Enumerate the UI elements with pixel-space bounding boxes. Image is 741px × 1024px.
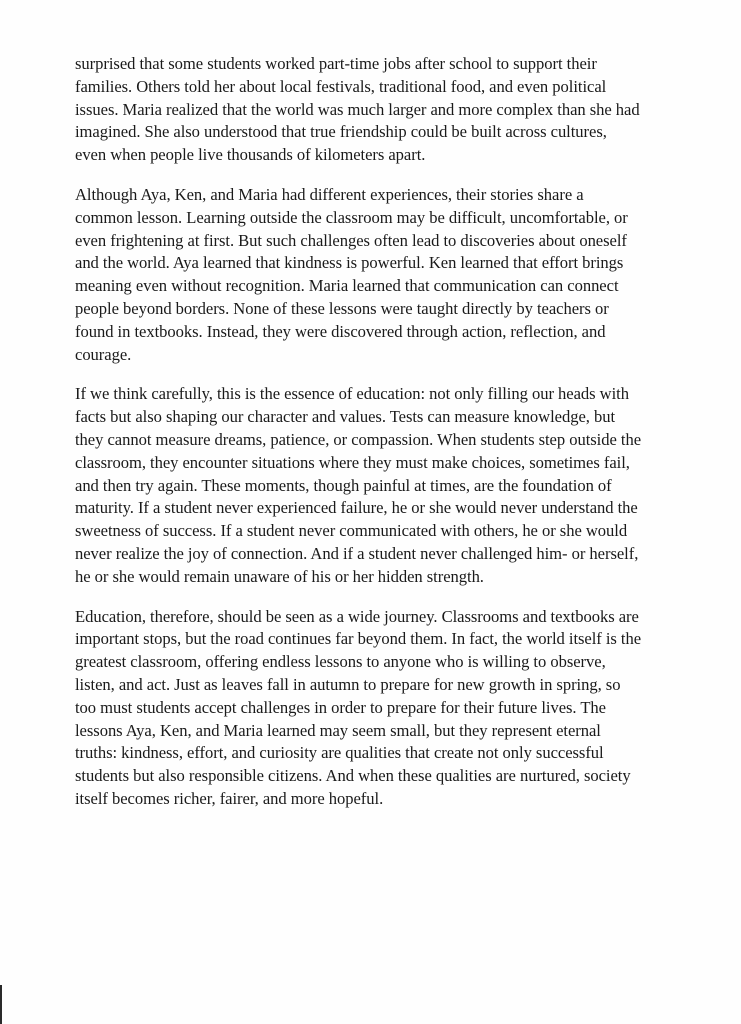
document-body	[75, 53, 705, 828]
text-line: classroom, they encounter situations where they must make choices, sometimes fail,	[75, 452, 630, 472]
text-line: even when people live thousands of kilometers apart.	[75, 145, 426, 165]
paragraph-3	[75, 383, 705, 588]
text-line: they cannot measure dreams, patience, or compassion. When students step outside the	[75, 429, 642, 449]
text-line: imagined. She also understood that true friendship could be built across cultures,	[75, 122, 607, 142]
text-line: never realize the joy of connection. And if a student never challenged him- or herself,	[75, 543, 639, 563]
text-line: sweetness of success. If a student never communicated with others, he or she would	[75, 521, 628, 541]
text-line: important stops, but the road continues far beyond them. In fact, the world itself is the	[75, 629, 642, 649]
text-line: courage.	[75, 344, 132, 364]
text-line: greatest classroom, offering endless lessons to anyone who is willing to observe,	[75, 652, 606, 672]
paragraph-4	[75, 606, 705, 811]
text-line: he or she would remain unaware of his or her hidden strength.	[75, 566, 484, 586]
text-line: Although Aya, Ken, and Maria had different experiences, their stories share a	[75, 184, 584, 204]
text-line: even frightening at first. But such challenges often lead to discoveries about oneself	[75, 230, 627, 250]
paragraph-1	[75, 53, 705, 167]
text-line: maturity. If a student never experienced failure, he or she would never understand the	[75, 498, 638, 518]
text-line: surprised that some students worked part-time jobs after school to support their	[75, 54, 597, 73]
text-line: and the world. Aya learned that kindness is powerful. Ken learned that effort brings	[75, 253, 624, 273]
text-line: itself becomes richer, fairer, and more hopeful.	[75, 788, 384, 808]
text-line: people beyond borders. None of these lessons were taught directly by teachers or	[75, 298, 609, 318]
text-line: If we think carefully, this is the essence of education: not only filling our heads with	[75, 384, 629, 404]
text-line: truths: kindness, effort, and curiosity are qualities that create not only successful	[75, 743, 604, 763]
text-line: found in textbooks. Instead, they were discovered through action, reflection, and	[75, 321, 606, 341]
text-line: meaning even without recognition. Maria learned that communication can connect	[75, 276, 619, 296]
text-line: facts but also shaping our character and values. Tests can measure knowledge, but	[75, 407, 616, 427]
text-line: students but also responsible citizens. And when these qualities are nurtured, society	[75, 766, 631, 786]
scan-edge-mark	[0, 985, 2, 1024]
text-line: lessons Aya, Ken, and Maria learned may seem small, but they represent eternal	[75, 720, 601, 740]
text-line: and then try again. These moments, though painful at times, are the foundation of	[75, 475, 612, 495]
text-line: listen, and act. Just as leaves fall in autumn to prepare for new growth in spring, so	[75, 674, 621, 694]
text-line: common lesson. Learning outside the classroom may be difficult, uncomfortable, or	[75, 207, 628, 227]
text-line: too must students accept challenges in order to prepare for their future lives. The	[75, 697, 606, 717]
paragraph-2	[75, 184, 705, 366]
text-line: Education, therefore, should be seen as a wide journey. Classrooms and textbooks are	[75, 606, 639, 626]
text-line: families. Others told her about local festivals, traditional food, and even political	[75, 76, 607, 96]
text-line: issues. Maria realized that the world was much larger and more complex than she had	[75, 99, 640, 119]
